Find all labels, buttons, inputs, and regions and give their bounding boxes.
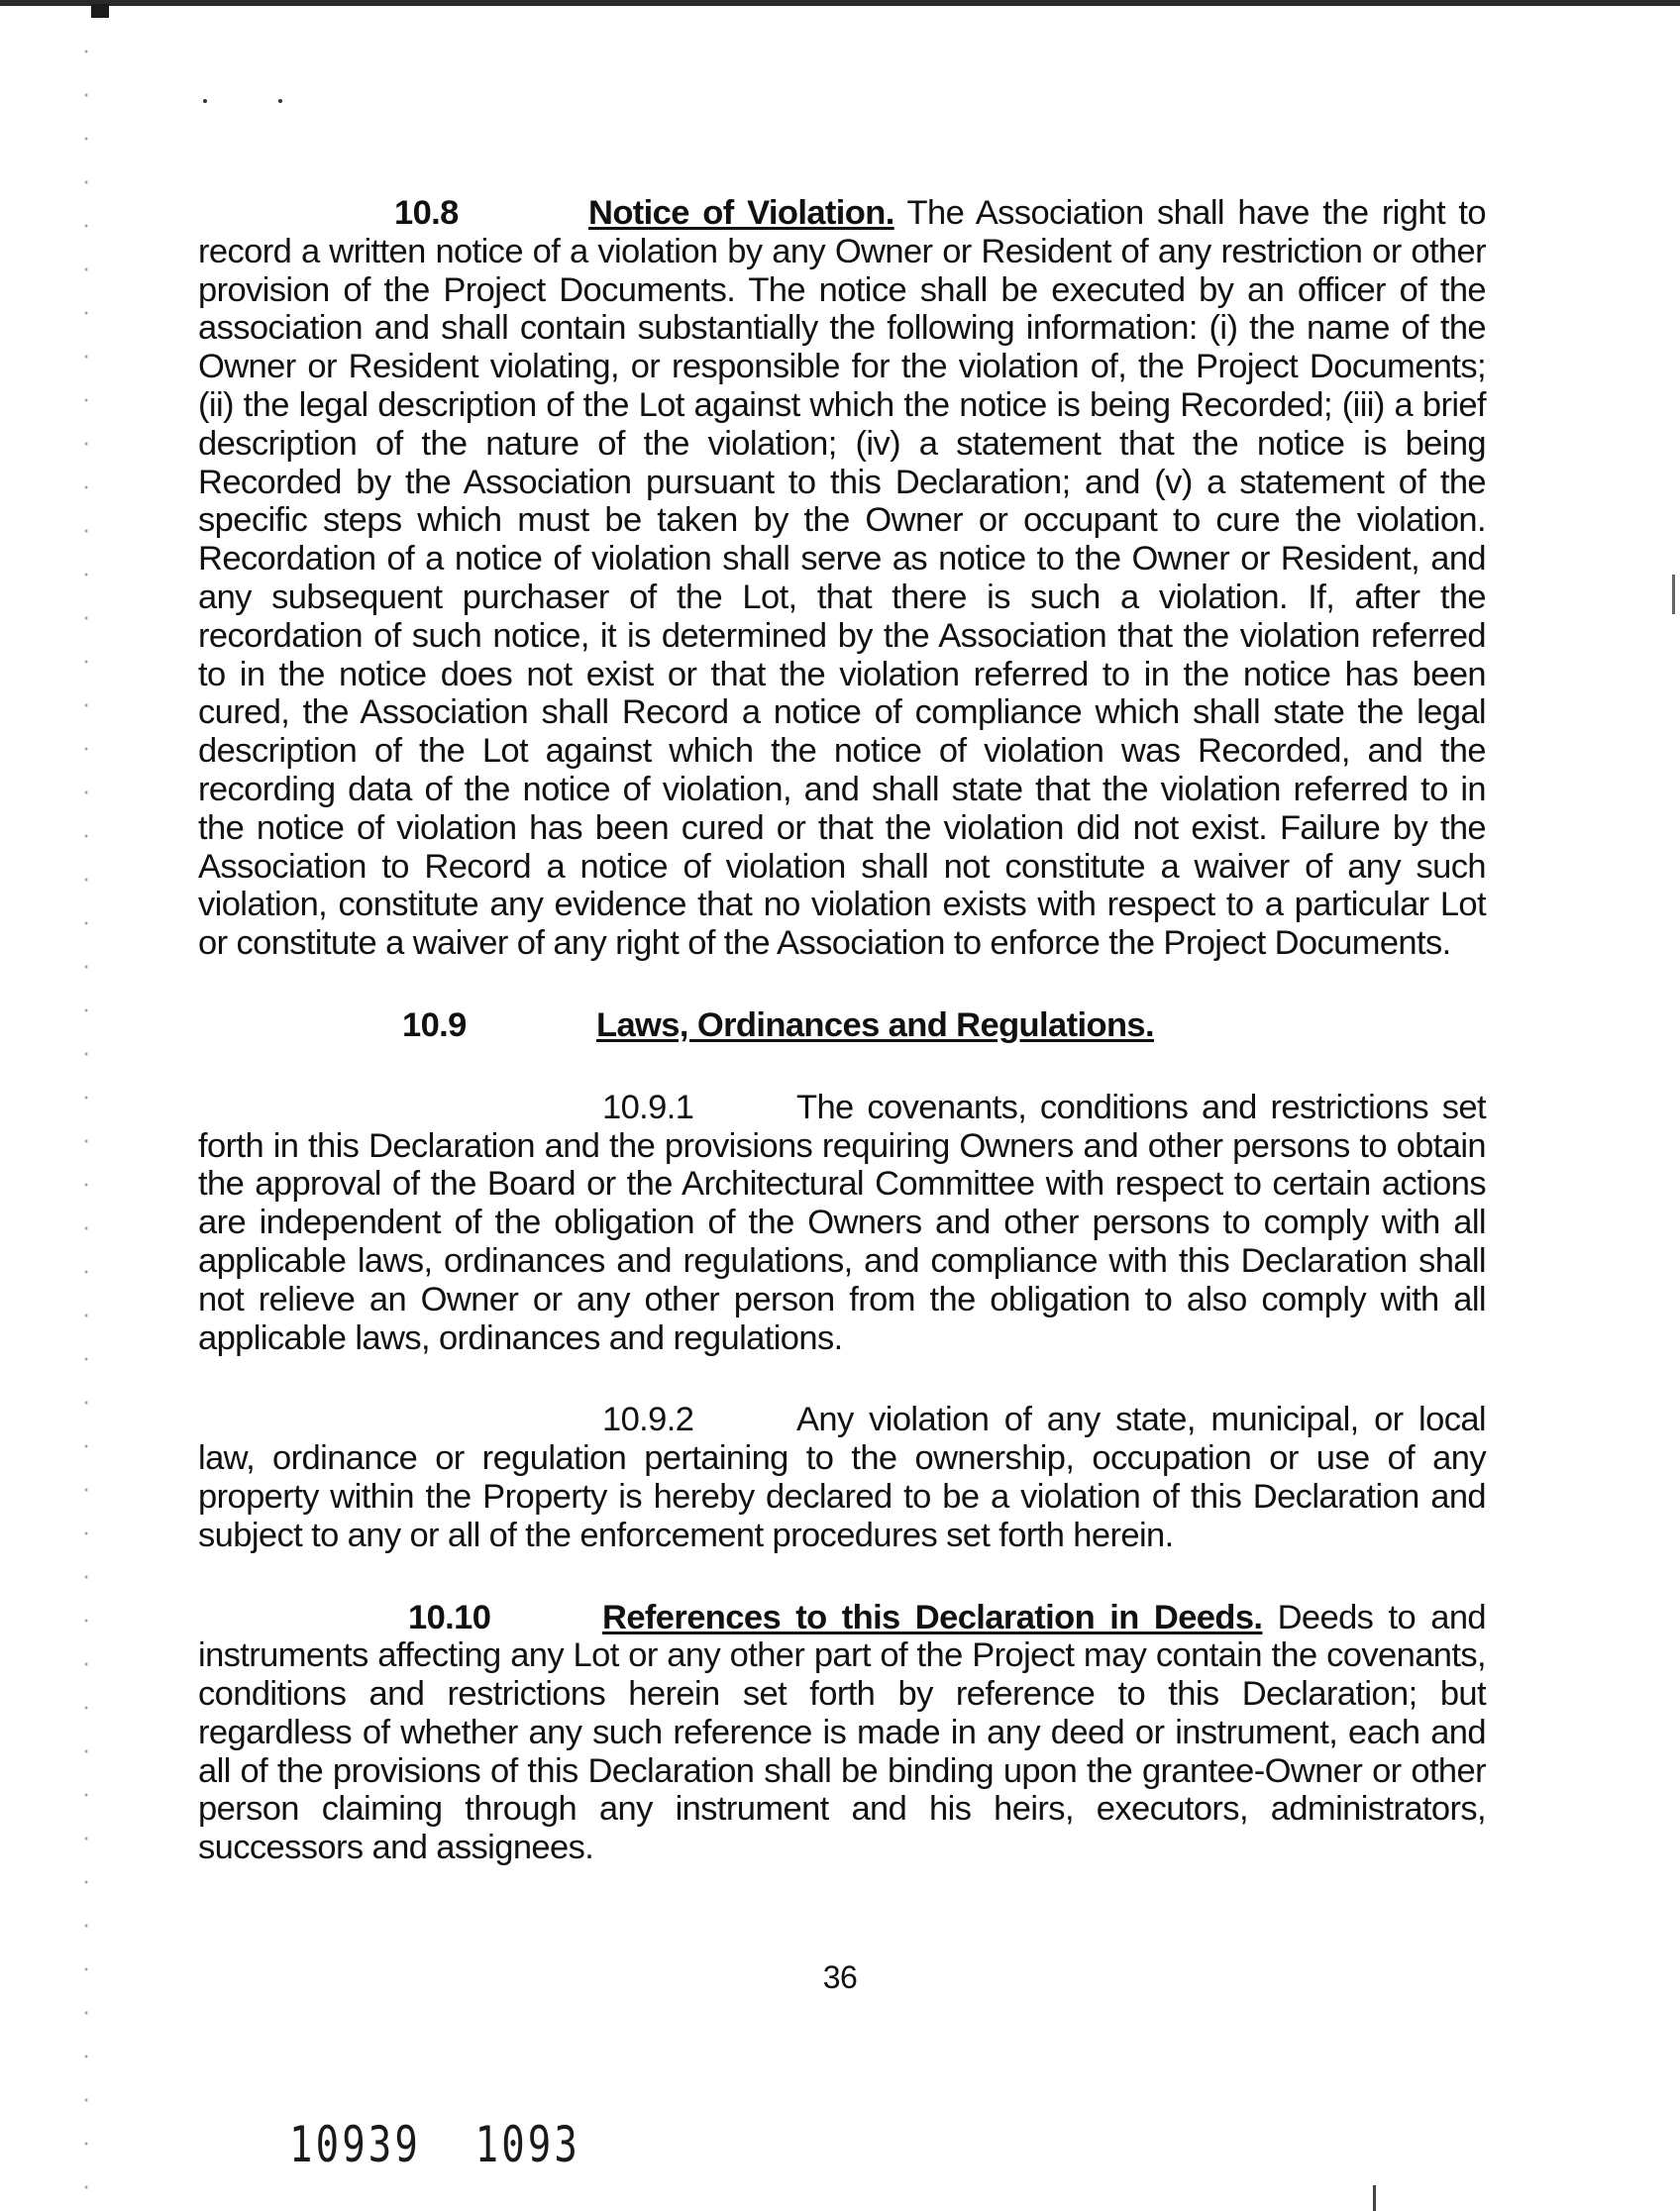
scan-artifact (91, 4, 109, 18)
section-number: 10.8 (394, 194, 459, 232)
recording-book: 10939 (289, 2116, 422, 2173)
subsection-number: 10.9.1 (602, 1088, 694, 1126)
scan-artifact (1672, 575, 1675, 614)
section-title: References to this Declaration in Deeds. (602, 1598, 1263, 1636)
section-title: Laws, Ordinances and Regulations. (596, 1005, 1154, 1044)
recording-stamp (289, 2116, 635, 2173)
subsection-10-9-1 (198, 1089, 1486, 1358)
section-number: 10.9 (402, 1005, 467, 1044)
section-number: 10.10 (408, 1598, 491, 1636)
section-10-8 (198, 194, 1486, 963)
section-10-10 (198, 1599, 1486, 1868)
scan-specks (203, 99, 292, 107)
section-title: Notice of Violation. (588, 194, 894, 232)
subsection-body: Any violation of any state, municipal, or local law, ordinance or regulation pertaining to the ownership, occupation or use of any property within the Property is hereby declared to be a violation of this Declaration and subject to any or all of the enforcement procedures set forth herein. (198, 1401, 1486, 1554)
page-number: 36 (822, 1959, 858, 1995)
document-body (198, 194, 1486, 1867)
subsection-number: 10.9.2 (602, 1401, 694, 1439)
subsection-10-9-2 (198, 1401, 1486, 1554)
section-body: Deeds to and instruments affecting any Lot or any other part of the Project may contain the covenants, conditions and restrictions herein set forth by reference to this Declaration; but regardless of whether any such reference is made in any deed or instrument, each and all of the provisions of this Declaration shall be binding upon the grantee-Owner or other person claiming through any instrument and his heirs, executors, administrators, successors and assignees. (198, 1598, 1486, 1867)
recording-page: 1093 (474, 2116, 581, 2173)
subsection-body: The covenants, conditions and restrictions set forth in this Declaration and the provisions requiring Owners and other persons to obtain the approval of the Board or the Architectural Committee with respect to certain actions are independent of the obligation of the Owners and other persons to comply with all applicable laws, ordinances and regulations, and compliance with this Declaration shall not relieve an Owner or any other person from the obligation to also comply with all applicable laws, ordinances and regulations. (198, 1088, 1486, 1357)
scan-artifact (1373, 2185, 1376, 2211)
section-body: The Association shall have the right to record a written notice of a violation by any Owner or Resident of any restriction or other provision of the Project Documents. The notice shall be executed by an officer of the association and shall contain substantially the following information: (i) the name of the Owner or Resident violating, or responsible for the violation of, the Project Documents; (ii) the legal description of the Lot against which the notice is being Recorded; (iii) a brief description of the nature of the violation; (iv) a statement that the notice is being Recorded by the Association pursuant to this Declaration; and (v) a statement of the specific steps which must be taken by the Owner or occupant to cure the violation. Recordation of a notice of violation shall serve as notice to the Owner or Resident, and any subsequent purchaser of the Lot, that there is such a violation. If, after the recordation of such notice, it is determined by the Association that the violation referred to in the notice does not exist or that the violation referred to in the notice has been cured, the Association shall Record a notice of compliance which shall state the legal description of the Lot against which the notice of violation was Recorded, and the recording data of the notice of violation, and shall state that the violation referred to in the notice of violation has been cured or that the violation did not exist. Failure by the Association to Record a notice of violation shall not constitute a waiver of any such violation, constitute any evidence that no violation exists with respect to a particular Lot or constitute a waiver of any right of the Association to enforce the Project Documents. (198, 194, 1486, 963)
scan-margin-specks (81, 30, 91, 2199)
section-10-9-heading (198, 1006, 1486, 1045)
scan-border (0, 0, 1680, 6)
